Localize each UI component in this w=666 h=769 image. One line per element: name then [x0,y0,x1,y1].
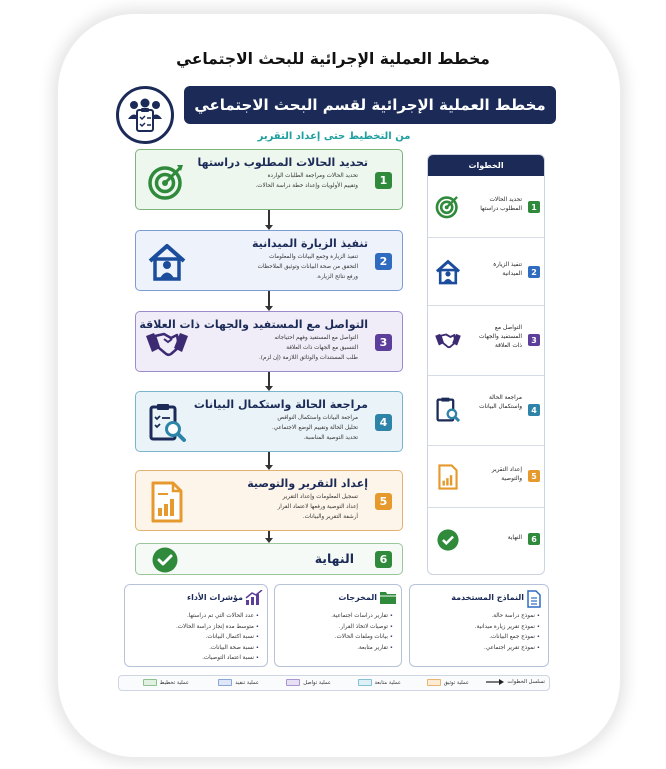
step-1-title: تحديد الحالات المطلوب دراستها [197,156,368,169]
list-item: • عدد الحالات التي تم دراستها. [176,611,259,622]
sidebar-item-4 [428,376,544,446]
step-6-number: 6 [375,551,392,568]
legend-item-communication: عملية تواصل [286,679,331,686]
report-chart-icon [144,479,190,525]
step-1-number: 1 [375,172,392,189]
step-4-title: مراجعة الحالة واستكمال البيانات [193,398,368,411]
kpis-list [176,611,259,664]
process-poster [104,77,564,696]
step-4-card [135,391,403,452]
step-3-title: التواصل مع المستفيد والجهات ذات العلاقة [139,318,368,331]
list-item: • نسبة اكتمال البيانات. [176,632,259,643]
step-4-description: مراجعة البيانات واستكمال النواقص تحليل الحالة وتقييم الوضع الاجتماعي. تحديد التوصية المناسبة. [271,415,358,441]
step-4-number: 4 [375,414,392,431]
list-item: • نموذج دراسة حالة. [475,611,540,622]
sidebar-item-label: التواصل مع المستفيد والجهات ذات العلاقة [478,325,522,349]
legend [118,675,550,691]
step-6-title: النهاية [314,551,354,566]
target-icon [144,158,190,204]
sidebar-item-number: 2 [528,266,540,278]
sidebar-item-label: النهاية [507,535,522,541]
house-person-icon [434,258,462,286]
legend-item-execution: عملية تنفيذ [218,679,259,686]
legend-item-followup: عملية متابعة [358,679,401,686]
sidebar-item-6 [428,508,544,574]
list-item: • نسبة صحة البيانات. [176,643,259,654]
sidebar-item-label: تحديد الحالات المطلوب دراستها [480,197,522,212]
team-clipboard-icon [116,86,174,144]
outputs-box [274,584,402,667]
sidebar-item-3 [428,306,544,376]
list-item: • تقارير متابعة. [331,643,393,654]
step-3-card [135,311,403,372]
step-5-title: إعداد التقرير والتوصية [247,477,368,490]
outputs-list [331,611,393,653]
document-icon [526,590,544,606]
clipboard-search-icon [144,400,190,446]
forms-box [409,584,549,667]
legend-item-planning: عملية تخطيط [143,679,189,686]
target-icon [434,192,462,220]
steps-sidebar [427,154,545,575]
check-circle-icon [152,547,178,573]
connector-line [268,210,270,225]
bar-chart-icon [245,590,263,606]
kpis-title: مؤشرات الأداء [186,593,243,602]
list-item: • نموذج تقرير زيارة ميدانية. [475,622,540,633]
report-chart-icon [434,463,462,491]
connector-line [268,452,270,465]
header-subtitle: من التخطيط حتى إعداد التقرير [257,131,411,142]
folder-icon [379,590,397,606]
clipboard-search-icon [434,396,462,424]
handshake-icon [434,326,462,354]
sidebar-item-label: إعداد التقرير والتوصية [491,467,522,482]
sidebar-item-label: تنفيذ الزيارة الميدانية [493,262,522,277]
header-banner: مخطط العملية الإجرائية لقسم البحث الاجتماعي [184,86,556,124]
sidebar-item-label: مراجعة الحالة واستكمال البيانات [479,395,522,410]
forms-title: النماذج المستخدمة [451,593,524,602]
sidebar-item-1 [428,176,544,238]
sidebar-item-5 [428,446,544,508]
legend-swatch [286,679,300,686]
step-3-description: التواصل مع المستفيد وفهم احتياجاته التنسيق مع الجهات ذات العلاقة طلب المستندات والوثائق اللازمة (إن لزم). [259,335,358,361]
sidebar-item-number: 1 [528,201,540,213]
list-item: • تقارير دراسات اجتماعية. [331,611,393,622]
step-5-card [135,470,403,531]
step-5-number: 5 [375,493,392,510]
legend-swatch [218,679,232,686]
step-2-number: 2 [375,253,392,270]
connector-line [268,372,270,386]
list-item: • توصيات لاتخاذ القرار. [331,622,393,633]
legend-swatch [358,679,372,686]
list-item: • متوسط مدة إنجاز دراسة الحالات. [176,622,259,633]
kpis-box [124,584,268,667]
step-6-card [135,543,403,575]
sidebar-item-2 [428,238,544,306]
forms-list [475,611,540,653]
sidebar-item-number: 4 [528,404,540,416]
step-3-number: 3 [375,334,392,351]
outputs-title: المخرجات [338,593,377,602]
step-1-description: تحديد الحالات ومراجعة الطلبات الواردة وتقييم الأولويات وإعداد خطة دراسة الحالات. [255,173,358,189]
legend-item-sequence: تسلسل الخطوات [486,679,545,685]
legend-item-documentation: عملية توثيق [427,679,469,686]
house-person-icon [144,239,190,285]
list-item: • نموذج جمع البيانات. [475,632,540,643]
list-item: • نسبة اعتماد التوصيات. [176,653,259,664]
step-2-description: تنفيذ الزيارة وجمع البيانات والمعلومات التحقق من صحة البيانات وتوثيق الملاحظات ورفع نتائج الزيارة. [257,254,358,280]
sidebar-item-number: 3 [528,334,540,346]
list-item: • بيانات وملفات الحالات. [331,632,393,643]
sidebar-item-number: 6 [528,533,540,545]
arrow-icon [486,679,504,685]
sidebar-title: الخطوات [428,155,544,176]
step-5-description: تسجيل المعلومات وإعداد التقرير إعداد التوصية ورفعها لاعتماد القرار أرشفة التقرير والبيانات. [277,494,358,520]
step-2-card [135,230,403,291]
legend-swatch [427,679,441,686]
connector-line [268,531,270,538]
outer-title: مخطط العملية الإجرائية للبحث الاجتماعي [176,50,490,68]
step-2-title: تنفيذ الزيارة الميدانية [251,237,368,250]
check-circle-icon [434,526,462,554]
legend-swatch [143,679,157,686]
list-item: • نموذج تقرير اجتماعي. [475,643,540,654]
step-1-card [135,149,403,210]
sidebar-item-number: 5 [528,470,540,482]
connector-line [268,291,270,306]
